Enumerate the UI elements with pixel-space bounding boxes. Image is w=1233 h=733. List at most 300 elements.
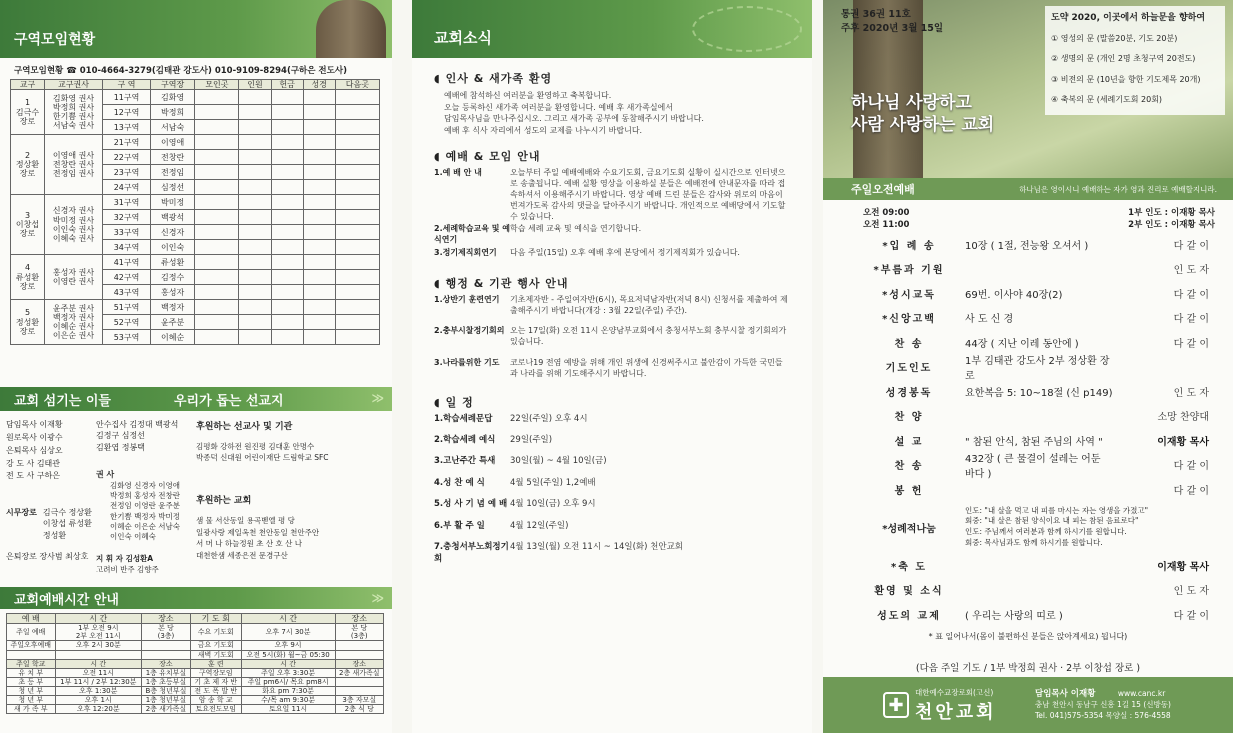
times-row bbox=[7, 659, 384, 668]
blank-cell[interactable] bbox=[239, 255, 271, 270]
blank-cell[interactable] bbox=[271, 180, 303, 195]
times-cell: 초 등 부 bbox=[7, 677, 56, 686]
blank-cell[interactable] bbox=[195, 120, 239, 135]
blank-cell[interactable] bbox=[335, 165, 379, 180]
blank-cell[interactable] bbox=[303, 210, 335, 225]
blank-cell[interactable] bbox=[195, 255, 239, 270]
section-header-servants bbox=[0, 387, 392, 411]
blank-cell[interactable] bbox=[195, 330, 239, 345]
parish-cell: 3 이창섭 장로 bbox=[11, 195, 45, 255]
notice-row bbox=[434, 435, 790, 446]
notice-row bbox=[434, 478, 790, 489]
staff-item: 은퇴목사 심상오 bbox=[6, 445, 63, 455]
times-cell: 수/목 am 9:30분 bbox=[241, 695, 335, 704]
blank-cell[interactable] bbox=[195, 105, 239, 120]
order-label: *축 도 bbox=[890, 561, 928, 573]
order-row bbox=[853, 281, 1223, 306]
area-name-cell: 53구역 bbox=[103, 330, 151, 345]
blank-cell[interactable] bbox=[271, 150, 303, 165]
order-row bbox=[853, 306, 1223, 331]
greeting-title: ◖ 인사 & 새가족 환영 bbox=[434, 72, 553, 85]
table-header: 인원 bbox=[239, 80, 271, 90]
blank-cell[interactable] bbox=[303, 240, 335, 255]
blank-cell[interactable] bbox=[303, 165, 335, 180]
section-title-service-times: 교회예배시간 안내 bbox=[14, 592, 119, 608]
blank-cell[interactable] bbox=[335, 255, 379, 270]
times-cell: 새벽 기도회 bbox=[190, 650, 241, 659]
gates-list bbox=[1051, 29, 1219, 111]
area-name-cell: 12구역 bbox=[103, 105, 151, 120]
kwonsa-label: 권 사 bbox=[96, 470, 115, 480]
order-label: 성경봉독 bbox=[885, 387, 933, 399]
leaf-ornament-icon bbox=[692, 6, 802, 52]
blank-cell[interactable] bbox=[335, 300, 379, 315]
blank-cell[interactable] bbox=[271, 300, 303, 315]
times-row bbox=[7, 677, 384, 686]
blank-cell[interactable] bbox=[303, 90, 335, 105]
notice-key: 1.예 배 안 내 bbox=[434, 168, 482, 178]
blank-cell[interactable] bbox=[335, 240, 379, 255]
notice-value: 4월 12일(주일) bbox=[510, 520, 569, 531]
blank-cell[interactable] bbox=[239, 270, 271, 285]
motto: 하나님은 영이시니 예배하는 자가 영과 진리로 예배할지니라. bbox=[1019, 184, 1217, 194]
blank-cell[interactable] bbox=[335, 225, 379, 240]
times-cell bbox=[142, 650, 191, 659]
churches-title: 후원하는 교회 bbox=[196, 496, 252, 507]
footer bbox=[823, 677, 1233, 733]
blank-cell[interactable] bbox=[195, 315, 239, 330]
blank-cell[interactable] bbox=[335, 285, 379, 300]
notice-key: 6.부 활 주 일 bbox=[434, 520, 485, 531]
blank-cell[interactable] bbox=[195, 225, 239, 240]
blank-cell[interactable] bbox=[271, 270, 303, 285]
times-cell: 주일오후예배 bbox=[7, 641, 56, 650]
area-leader-cell: 심정선 bbox=[151, 180, 195, 195]
blank-cell[interactable] bbox=[239, 165, 271, 180]
order-label: 환영 및 소식 bbox=[874, 586, 944, 598]
area-leader-cell: 서남숙 bbox=[151, 120, 195, 135]
order-leader: 소망 찬양대 bbox=[1157, 412, 1209, 424]
times-cell bbox=[335, 686, 383, 695]
order-row bbox=[853, 578, 1223, 603]
staff-list bbox=[6, 419, 63, 483]
times-cell: 새 가 족 부 bbox=[7, 704, 56, 713]
times-cell: 오후 2시 30분 bbox=[55, 641, 142, 650]
elders-names: 김극수 정상환 이창섭 류성환 정성환 bbox=[42, 508, 92, 540]
right-panel bbox=[823, 0, 1233, 733]
blank-cell[interactable] bbox=[271, 330, 303, 345]
blank-cell[interactable] bbox=[239, 210, 271, 225]
news-title: 교회소식 bbox=[434, 29, 492, 47]
blank-cell[interactable] bbox=[195, 285, 239, 300]
kwonsa-cell: 이영애 권사 전창란 권사 전정임 권사 bbox=[45, 135, 103, 195]
area-name-cell: 43구역 bbox=[103, 285, 151, 300]
table-header: 교구권사 bbox=[45, 80, 103, 90]
notice-value: 코로나19 전염 예방을 위해 개인 위생에 신경써주시고 불안감이 가득한 국민들과 나라를 위해 기도해주시기 바랍니다. bbox=[510, 357, 783, 378]
times-cell: 청 년 부 bbox=[7, 686, 56, 695]
notice-row bbox=[434, 542, 790, 565]
blank-cell[interactable] bbox=[239, 240, 271, 255]
order-row bbox=[853, 453, 1223, 478]
blank-cell[interactable] bbox=[195, 270, 239, 285]
staff-item: 담임목사 이재황 bbox=[6, 420, 63, 430]
section-header-cell-groups bbox=[0, 0, 392, 58]
blank-cell[interactable] bbox=[239, 105, 271, 120]
times-cell: 1부 11시 / 2부 12:30분 bbox=[55, 677, 142, 686]
blank-cell[interactable] bbox=[303, 285, 335, 300]
times-cell: 주일 학교 bbox=[7, 659, 56, 668]
table-row bbox=[11, 90, 380, 105]
area-leader-cell: 박미정 bbox=[151, 195, 195, 210]
times-cell: 주일 pm6시/ 목요 pm8시 bbox=[241, 677, 335, 686]
notice-row bbox=[434, 499, 790, 510]
blank-cell[interactable] bbox=[303, 300, 335, 315]
blank-cell[interactable] bbox=[271, 255, 303, 270]
times-header: 예 배 bbox=[7, 614, 56, 624]
notice-value: 오는 17일(화) 오전 11시 온양남부교회에서 충청서부노회 충부시찰 정기회의가 있습니다. bbox=[510, 326, 787, 347]
blank-cell[interactable] bbox=[303, 150, 335, 165]
times-cell: 2층 새가족실 bbox=[335, 668, 383, 677]
notice-value: 4월 10일(금) 오후 9시 bbox=[510, 499, 596, 510]
notice-key: 1.학습세례문답 bbox=[434, 413, 493, 424]
blank-cell[interactable] bbox=[239, 225, 271, 240]
times-cell bbox=[335, 641, 383, 650]
blank-cell[interactable] bbox=[271, 120, 303, 135]
order-label: *부름과 기원 bbox=[873, 265, 945, 277]
table-row bbox=[11, 195, 380, 210]
order-row bbox=[853, 379, 1223, 404]
area-name-cell: 11구역 bbox=[103, 90, 151, 105]
blank-cell[interactable] bbox=[303, 195, 335, 210]
service-times bbox=[823, 200, 1233, 232]
notice-key: 3.정기제직회연기 bbox=[434, 247, 497, 257]
blank-cell[interactable] bbox=[303, 120, 335, 135]
times-cell: 오후 1:30분 bbox=[55, 686, 142, 695]
gate-item: ① 영성의 문 (말씀20분, 기도 20분) bbox=[1051, 34, 1178, 43]
times-cell bbox=[335, 677, 383, 686]
times-cell: 토요전도모임 bbox=[190, 704, 241, 713]
blank-cell[interactable] bbox=[271, 165, 303, 180]
slogan bbox=[851, 92, 994, 136]
table-row bbox=[11, 300, 380, 315]
area-leader-cell: 신경자 bbox=[151, 225, 195, 240]
table-header: 모인곳 bbox=[195, 80, 239, 90]
times-header: 장소 bbox=[335, 614, 383, 624]
blank-cell[interactable] bbox=[195, 150, 239, 165]
blank-cell[interactable] bbox=[271, 210, 303, 225]
blank-cell[interactable] bbox=[271, 90, 303, 105]
blank-cell[interactable] bbox=[239, 315, 271, 330]
times-row bbox=[7, 624, 384, 641]
area-name-cell: 31구역 bbox=[103, 195, 151, 210]
blank-cell[interactable] bbox=[195, 135, 239, 150]
order-row bbox=[853, 602, 1223, 627]
blank-cell[interactable] bbox=[303, 105, 335, 120]
order-leader: 인 도 자 bbox=[1173, 265, 1209, 277]
staff-item: 원로목사 이광수 bbox=[6, 432, 63, 442]
middle-panel bbox=[412, 0, 812, 733]
order-content: 44장 ( 지난 이레 동안에 ) bbox=[965, 338, 1079, 350]
area-name-cell: 23구역 bbox=[103, 165, 151, 180]
issue-info bbox=[841, 8, 943, 37]
blank-cell[interactable] bbox=[239, 330, 271, 345]
order-leader: 이재황 목사 bbox=[1157, 436, 1209, 448]
notice-key: 2.세례학습교육 및 예식연기 bbox=[434, 224, 510, 245]
kwonsa-cell: 신경자 권사 박미정 권사 이인숙 권사 이혜숙 권사 bbox=[45, 195, 103, 255]
notice-value: 다음 주일(15일) 오후 예배 후에 본당에서 정기제직회가 있습니다. bbox=[510, 247, 740, 257]
times-cell bbox=[7, 650, 56, 659]
communion-text: 인도: "내 살을 먹고 내 피를 마시는 자는 영생을 가졌고" 회중: "내 살은 참된 양식이요 내 피는 참된 음료로다" 인도: 주님께서 여러분과 함께 하시기를 원합니다. 회중: 목사님과도 함께 하시기를 원합니다. bbox=[965, 505, 1149, 548]
order-leader: 다 같 이 bbox=[1173, 610, 1209, 622]
times-cell: 1층 청년부실 bbox=[142, 695, 191, 704]
times-cell: 화요 pm 7:30분 bbox=[241, 686, 335, 695]
area-name-cell: 41구역 bbox=[103, 255, 151, 270]
times-cell: 본 당 (3층) bbox=[142, 624, 191, 641]
blank-cell[interactable] bbox=[195, 210, 239, 225]
parish-cell: 5 정성환 장로 bbox=[11, 300, 45, 345]
leader-1: 1부 인도 : 이재황 목사 bbox=[1128, 208, 1215, 218]
blank-cell[interactable] bbox=[335, 270, 379, 285]
notice-value: 오늘부터 주일 예배예배와 수요기도회, 금요기도회 실황이 실시간으로 인터넷으로 송출됩니다. 예배 실황 영상을 이용하실 분들은 예배전에 안내문자를 따라 접속하셔서 이용해주시기 바랍니다. 영상 예배 드린 분들은 감사와 위로의 마음이 번져가도록 감사의 댓글을 달아주시기 바랍니다. 개인적으로 예배당에서 기도할 수 있습니다. bbox=[510, 168, 786, 221]
blank-cell[interactable] bbox=[303, 135, 335, 150]
left-panel bbox=[0, 0, 392, 733]
times-cell: 오후 7시 30분 bbox=[241, 624, 335, 641]
gate-item: ③ 비전의 문 (10년을 향한 기도제목 20개) bbox=[1051, 74, 1201, 84]
order-content: 10장 ( 1절, 전능왕 오셔서 ) bbox=[965, 240, 1089, 252]
blank-cell[interactable] bbox=[303, 330, 335, 345]
blank-cell[interactable] bbox=[335, 120, 379, 135]
blank-cell[interactable] bbox=[239, 195, 271, 210]
notice-value: 학습 세례 교육 및 예식을 연기합니다. bbox=[510, 224, 642, 234]
blank-cell[interactable] bbox=[239, 285, 271, 300]
retired-elders: 은퇴장로 장사범 최상호 bbox=[6, 552, 89, 562]
worship-notice-list bbox=[434, 168, 790, 258]
schedule-list bbox=[434, 414, 790, 566]
blank-cell[interactable] bbox=[239, 135, 271, 150]
greeting-text: 예배에 참석하신 여러분을 환영하고 축복합니다. 오늘 등록하신 새가족 여러분을 환영합니다. 예배 후 새가족실에서 담임목사님을 만나주십시오. 그리고 새가족 공부에 동참해주시기 바랍니다. 예배 후 식사 자리에서 성도의 교제를 나누시기 바랍니다. bbox=[444, 91, 704, 135]
area-name-cell: 21구역 bbox=[103, 135, 151, 150]
area-name-cell: 22구역 bbox=[103, 150, 151, 165]
notice-row bbox=[434, 168, 790, 222]
blank-cell[interactable] bbox=[335, 195, 379, 210]
times-header: 시 간 bbox=[241, 614, 335, 624]
times-cell: 주일 예배 bbox=[7, 624, 56, 641]
notice-key: 2.충부시찰정기회의 bbox=[434, 326, 505, 336]
parish-cell: 1 김극수 장로 bbox=[11, 90, 45, 135]
theme-box bbox=[1045, 6, 1225, 115]
chevron-right-icon: ≫ bbox=[371, 391, 384, 406]
order-leader: 이재황 목사 bbox=[1157, 561, 1209, 573]
order-content: 432장 ( 큰 물결이 설레는 어둔 바다 ) bbox=[965, 453, 1101, 480]
blank-cell[interactable] bbox=[303, 270, 335, 285]
order-label: 설 교 bbox=[894, 436, 924, 448]
area-leader-cell: 전창란 bbox=[151, 150, 195, 165]
blank-cell[interactable] bbox=[271, 285, 303, 300]
blank-cell[interactable] bbox=[195, 240, 239, 255]
times-row bbox=[7, 704, 384, 713]
kwonsa-cell: 윤주분 권사 백정자 권사 이혜순 권사 이은순 권사 bbox=[45, 300, 103, 345]
times-cell: 훈 련 bbox=[190, 659, 241, 668]
area-leader-cell: 이영애 bbox=[151, 135, 195, 150]
blank-cell[interactable] bbox=[335, 210, 379, 225]
blank-cell[interactable] bbox=[303, 225, 335, 240]
blank-cell[interactable] bbox=[195, 195, 239, 210]
blank-cell[interactable] bbox=[195, 180, 239, 195]
staff-item: 전 도 사 구하은 bbox=[6, 471, 60, 481]
notice-value: 29일(주일) bbox=[510, 435, 553, 445]
table-header: 성경 bbox=[303, 80, 335, 90]
news-header bbox=[412, 0, 812, 58]
blank-cell[interactable] bbox=[335, 180, 379, 195]
theme-title: 도약 2020, 이곳에서 하늘문을 향하여 bbox=[1051, 13, 1206, 23]
notice-key: 4.성 찬 예 식 bbox=[434, 477, 485, 488]
notice-row bbox=[434, 521, 790, 532]
times-cell: 암 송 학 교 bbox=[190, 695, 241, 704]
times-cell: 본 당 (3층) bbox=[335, 624, 383, 641]
slogan-line-2: 사람 사랑하는 교회 bbox=[851, 115, 995, 136]
order-content: 요한복음 5: 10~18절 (신 p149) bbox=[965, 387, 1113, 399]
order-content: 사 도 신 경 bbox=[965, 314, 1014, 326]
slogan-line-1: 하나님 사랑하고 bbox=[851, 93, 972, 113]
order-label: 찬 송 bbox=[894, 338, 924, 350]
blank-cell[interactable] bbox=[239, 300, 271, 315]
order-label: 찬 송 bbox=[894, 461, 924, 473]
blank-cell[interactable] bbox=[335, 315, 379, 330]
blank-cell[interactable] bbox=[303, 315, 335, 330]
order-content: ( 우리는 사랑의 띠로 ) bbox=[965, 610, 1063, 622]
times-cell: 1층 유치부실 bbox=[142, 668, 191, 677]
time-1: 오전 09:00 bbox=[863, 208, 910, 218]
parish-cell: 4 류성환 장로 bbox=[11, 255, 45, 300]
order-row bbox=[853, 404, 1223, 429]
order-leader: 다 같 이 bbox=[1173, 485, 1209, 497]
blank-cell[interactable] bbox=[335, 90, 379, 105]
order-row bbox=[853, 553, 1223, 578]
area-name-cell: 34구역 bbox=[103, 240, 151, 255]
denomination: 대한예수교장로회(고신) bbox=[915, 687, 994, 697]
area-leader-cell: 윤주분 bbox=[151, 315, 195, 330]
service-times-table bbox=[6, 613, 384, 714]
area-name-cell: 42구역 bbox=[103, 270, 151, 285]
footer-pastor: 담임목사 이재황 bbox=[1035, 688, 1096, 699]
notice-value: 기초제자반 - 주일여자반(6시), 목요저녁남자반(저녁 8시) 신청서를 제출하여 제출해주시기 바랍니다(개강 : 3월 22일(주일) 주간). bbox=[510, 294, 788, 315]
gate-item: ② 생명의 문 (개인 2명 초청구역 20전도) bbox=[1051, 54, 1196, 64]
blank-cell[interactable] bbox=[239, 150, 271, 165]
times-cell: 2층 식 당 bbox=[335, 704, 383, 713]
section-title-servants: 교회 섬기는 이들 bbox=[14, 393, 111, 409]
deacons: 안수집사 김정대 백광석 김정구 심정선 김환엽 정봉택 bbox=[96, 420, 179, 452]
order-label: 기도인도 bbox=[885, 363, 933, 375]
times-row bbox=[7, 695, 384, 704]
times-cell bbox=[55, 650, 142, 659]
order-content: 1부 김태관 강도사 2부 정상환 장로 bbox=[965, 355, 1110, 382]
leader-2: 2부 인도 : 이재황 목사 bbox=[1128, 220, 1215, 230]
organist: 고려비 반주 김향주 bbox=[96, 565, 159, 575]
times-cell bbox=[335, 650, 383, 659]
churches-list: 샘 물 서산동일 용곡벧엘 평 당 일광사랑 제일옥천 천안동일 천안주안 서 머 나 하늘정원 초 산 호 산 나 대천한샘 세종은전 문경구산 bbox=[196, 516, 320, 561]
blank-cell[interactable] bbox=[195, 165, 239, 180]
blank-cell[interactable] bbox=[335, 105, 379, 120]
kwonsa-list: 김화영 신경자 이영애 박정희 홍성자 전창란 전정임 이영란 윤주분 한기쁨 백정자 박미정 이혜순 이은순 서남숙 이인숙 이혜숙 bbox=[110, 481, 180, 541]
order-label: *입 례 송 bbox=[882, 240, 936, 252]
order-row bbox=[853, 355, 1223, 380]
blank-cell[interactable] bbox=[335, 330, 379, 345]
notice-key: 7.충청서부노회정기회 bbox=[434, 542, 509, 564]
notice-row bbox=[434, 224, 790, 246]
service-title: 주일오전예배 bbox=[851, 183, 915, 196]
church-logo-icon: ✚ bbox=[883, 692, 909, 718]
times-cell: 오후 9시 bbox=[241, 641, 335, 650]
missions-list: 김평화 강하전 원진평 김대훈 안명수 박종덕 신대원 어린이재단 드림학교 SFC bbox=[196, 442, 329, 463]
blank-cell[interactable] bbox=[195, 90, 239, 105]
table-header: 다음곳 bbox=[335, 80, 379, 90]
table-header: 구 역 bbox=[103, 80, 151, 90]
service-bar bbox=[823, 178, 1233, 200]
chevron-right-icon: ≫ bbox=[371, 591, 384, 606]
footer-address: 충남 천안시 동남구 신흥 1길 15 (신방동) bbox=[1035, 700, 1171, 710]
area-leader-cell: 이혜순 bbox=[151, 330, 195, 345]
order-leader: 다 같 이 bbox=[1173, 289, 1209, 301]
time-2: 오전 11:00 bbox=[863, 220, 910, 230]
notice-key: 3.고난주간 특새 bbox=[434, 456, 496, 467]
area-leader-cell: 류성환 bbox=[151, 255, 195, 270]
gate-item: ④ 축복의 문 (세례기도회 20회) bbox=[1051, 95, 1163, 105]
times-cell: 장소 bbox=[142, 659, 191, 668]
blank-cell[interactable] bbox=[239, 180, 271, 195]
order-label: 찬 양 bbox=[894, 412, 924, 424]
blank-cell[interactable] bbox=[335, 135, 379, 150]
area-leader-cell: 백정자 bbox=[151, 300, 195, 315]
servants-block bbox=[0, 411, 392, 581]
blank-cell[interactable] bbox=[271, 195, 303, 210]
blank-cell[interactable] bbox=[303, 180, 335, 195]
blank-cell[interactable] bbox=[195, 300, 239, 315]
admin-notice-title: ◖ 행정 & 기관 행사 안내 bbox=[434, 276, 569, 290]
area-leader-cell: 이인숙 bbox=[151, 240, 195, 255]
notice-row bbox=[434, 326, 790, 348]
order-label: 성도의 교제 bbox=[877, 610, 941, 622]
blank-cell[interactable] bbox=[271, 105, 303, 120]
order-content: " 참된 안식, 참된 주님의 사역 " bbox=[965, 436, 1103, 448]
cover-photo bbox=[823, 0, 1233, 178]
table-header: 헌금 bbox=[271, 80, 303, 90]
times-cell: B층 청년부실 bbox=[142, 686, 191, 695]
order-leader: 인 도 자 bbox=[1173, 586, 1209, 598]
worship-notice-title: ◖ 예배 & 모임 안내 bbox=[434, 150, 541, 164]
blank-cell[interactable] bbox=[335, 150, 379, 165]
times-row bbox=[7, 641, 384, 650]
section-header-service-times bbox=[0, 587, 392, 609]
area-leader-cell: 홍성자 bbox=[151, 285, 195, 300]
blank-cell[interactable] bbox=[271, 135, 303, 150]
order-of-service-end bbox=[823, 553, 1233, 627]
kwonsa-cell: 김화영 권사 박정희 권사 한기쁨 권사 서남숙 권사 bbox=[45, 90, 103, 135]
times-cell: 2층 새가족실 bbox=[142, 704, 191, 713]
blank-cell[interactable] bbox=[271, 315, 303, 330]
conductor: 지 휘 자 김성환A bbox=[96, 554, 154, 564]
blank-cell[interactable] bbox=[303, 255, 335, 270]
blank-cell[interactable] bbox=[271, 240, 303, 255]
table-header: 교구 bbox=[11, 80, 45, 90]
footer-website[interactable]: www.canc.kr bbox=[1117, 688, 1166, 698]
elders-label: 시무장로 bbox=[6, 508, 37, 518]
blank-cell[interactable] bbox=[271, 225, 303, 240]
notice-row bbox=[434, 414, 790, 425]
notice-row bbox=[434, 456, 790, 467]
times-cell: 기 초 제 자 반 bbox=[190, 677, 241, 686]
blank-cell[interactable] bbox=[239, 120, 271, 135]
blank-cell[interactable] bbox=[239, 90, 271, 105]
